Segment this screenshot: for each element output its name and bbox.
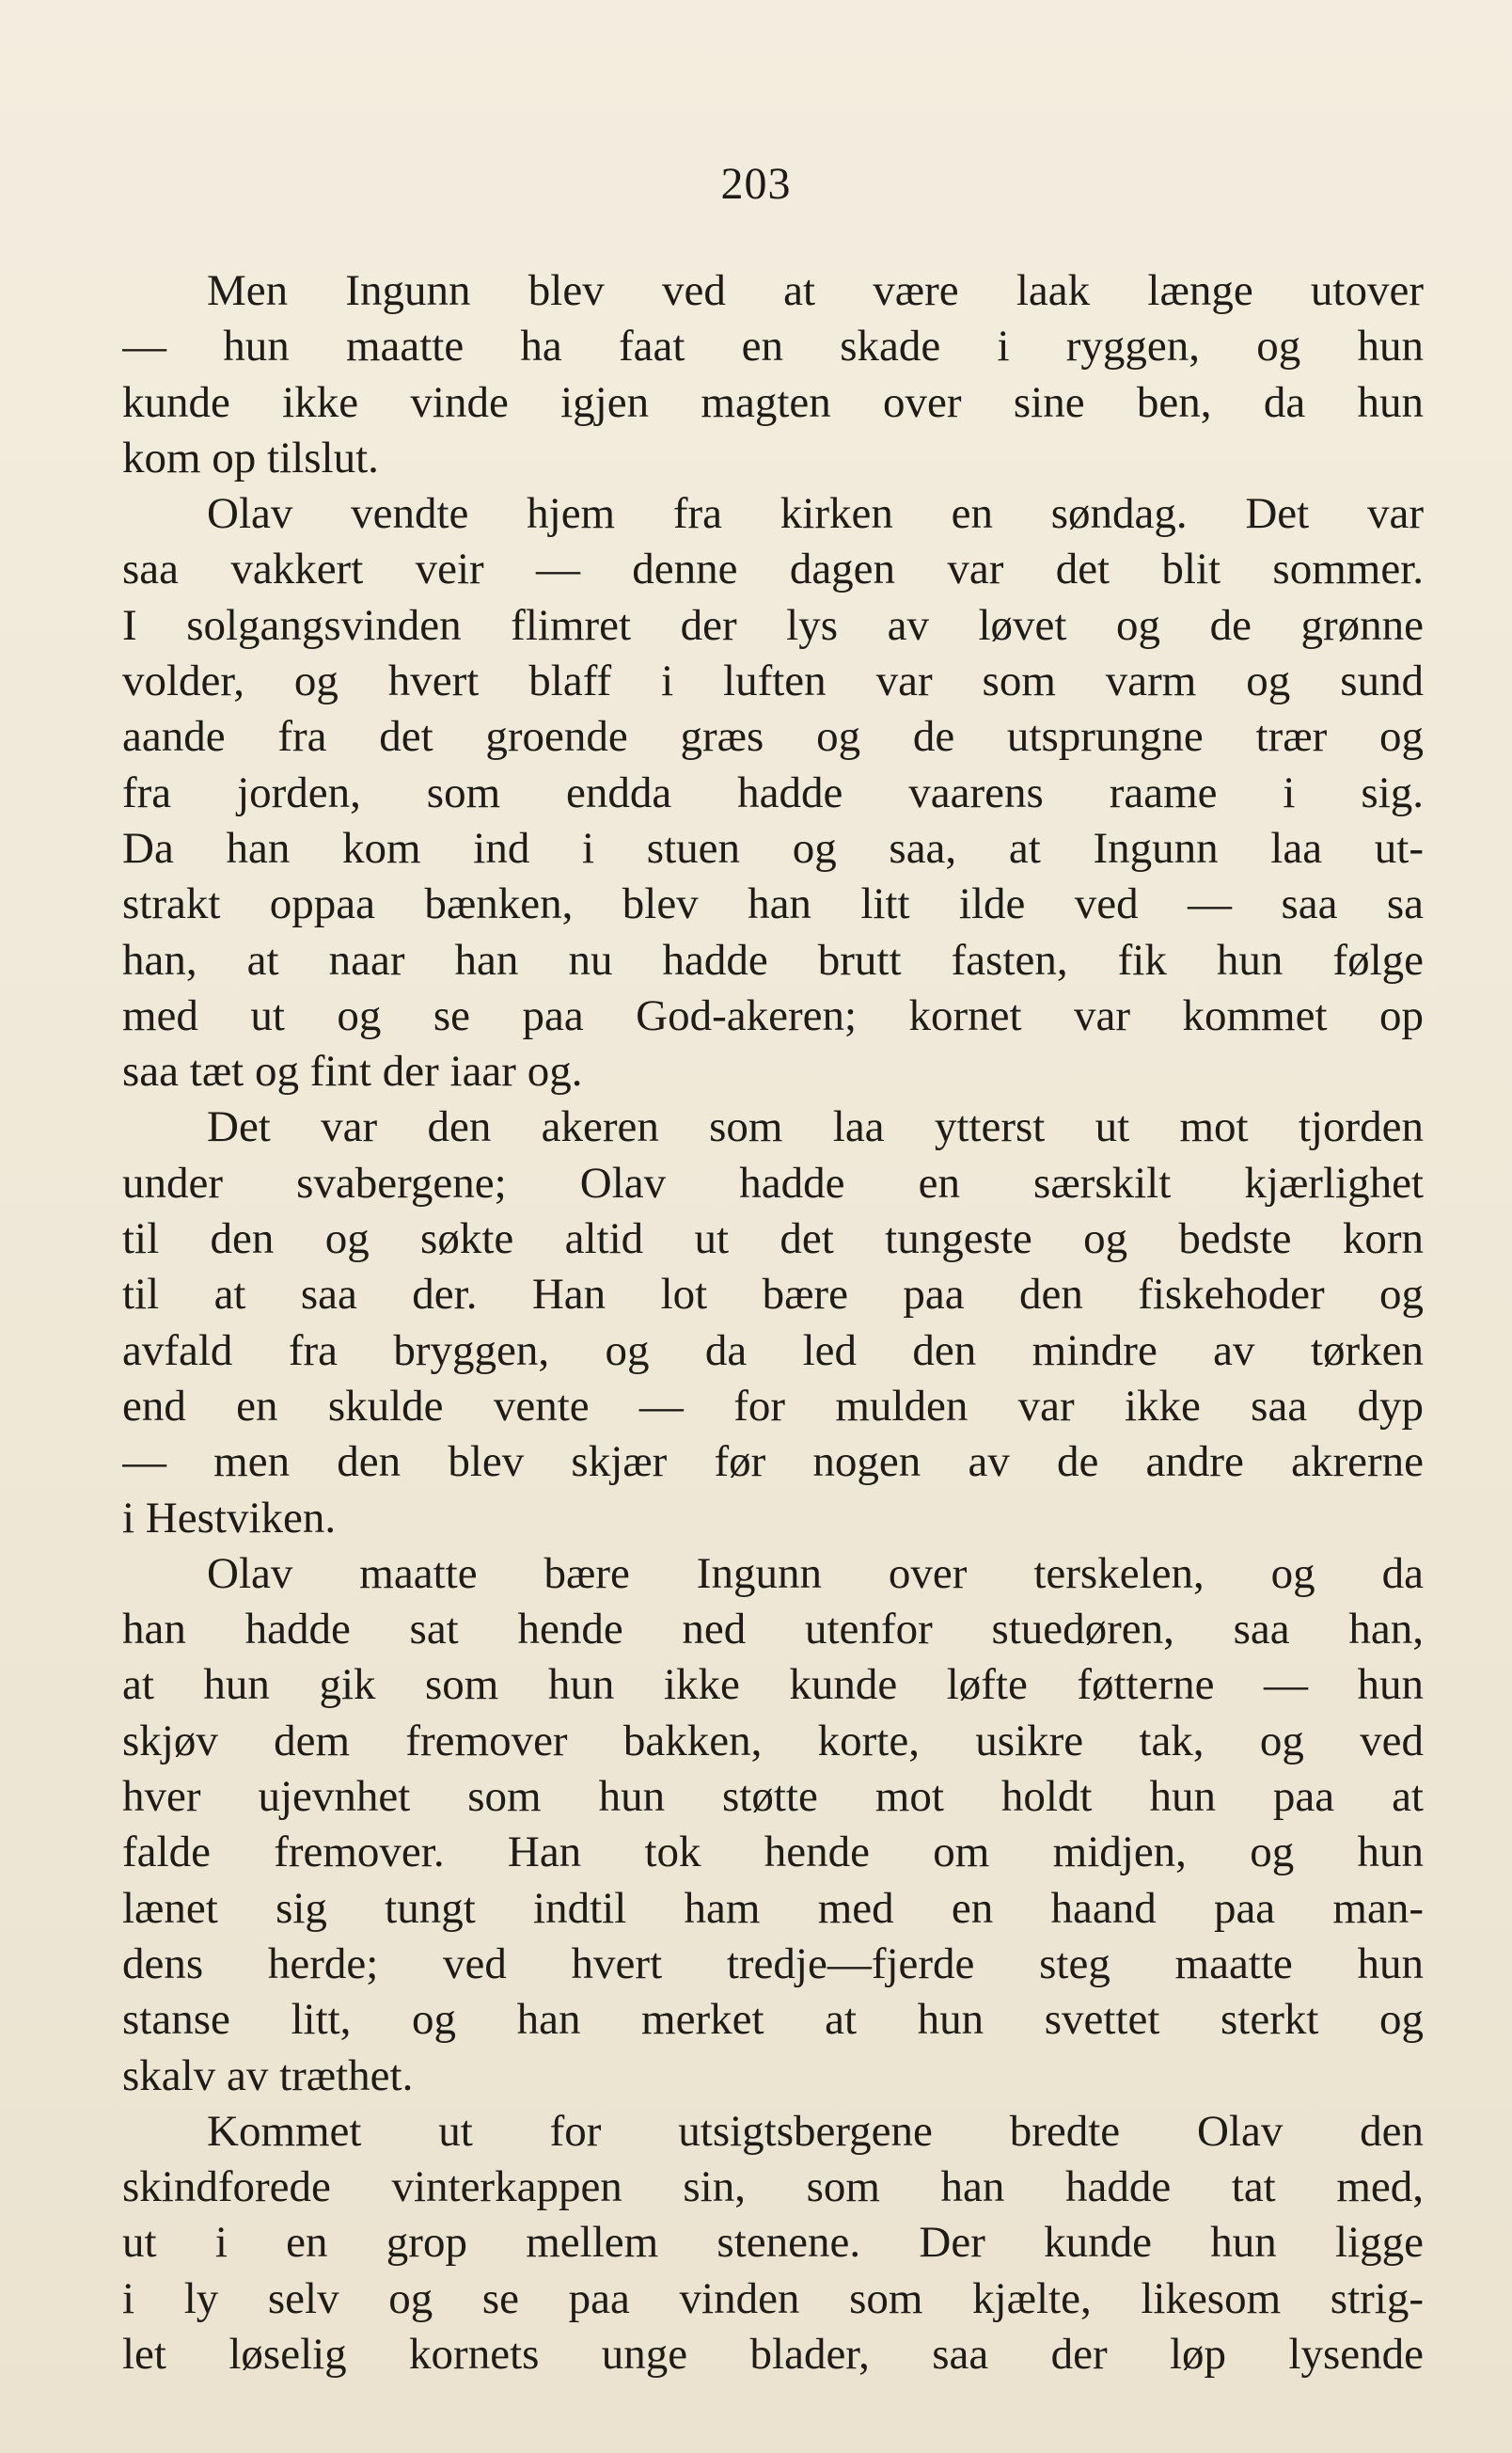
text-line: Kommet ut for utsigtsbergene bredte Olav den [207, 2106, 1424, 2156]
text-line: I solgangsvinden flimret der lys av løvet og de grønne [122, 600, 1424, 650]
text-line: skindforede vinterkappen sin, som han hadde tat med, [122, 2162, 1424, 2212]
text-line: — hun maatte ha faat en skade i ryggen, og hun [122, 322, 1424, 372]
text-line: saa vakkert veir — denne dagen var det blit sommer. [122, 545, 1424, 594]
text-line: til den og søkte altid ut det tungeste og bedste korn [122, 1214, 1424, 1264]
text-line: skalv av træthet. [122, 2050, 414, 2100]
text-line: i Hestviken. [122, 1493, 337, 1543]
text-line: volder, og hvert blaff i luften var som varm og sund [122, 657, 1424, 706]
text-line: lænet sig tungt indtil ham med en haand paa man- [122, 1883, 1424, 1933]
text-line: han hadde sat hende ned utenfor stuedøren, saa han, [122, 1605, 1424, 1654]
text-line: i ly selv og se paa vinden som kjælte, likesom strig- [122, 2273, 1424, 2323]
text-line: kom op tilslut. [122, 433, 379, 483]
text-line: at hun gik som hun ikke kunde løfte føtterne — hun [122, 1660, 1424, 1710]
text-line: Det var den akeren som laa ytterst ut mot tjorden [207, 1102, 1424, 1152]
text-line: avfald fra bryggen, og da led den mindre av tørken [122, 1325, 1424, 1375]
text-line: han, at naar han nu hadde brutt fasten, fik hun følge [122, 935, 1424, 985]
text-line: Olav maatte bære Ingunn over terskelen, og da [207, 1548, 1424, 1598]
text-line: strakt oppaa bænken, blev han litt ilde ved — saa sa [122, 879, 1424, 929]
text-line: — men den blev skjær før nogen av de andre akrerne [122, 1437, 1424, 1487]
page-number: 203 [720, 159, 792, 209]
text-line: Men Ingunn blev ved at være laak længe utover [207, 266, 1424, 315]
text-line: Da han kom ind i stuen og saa, at Ingunn laa ut- [122, 823, 1424, 873]
text-line: let løselig kornets unge blader, saa der løp lysende [122, 2329, 1424, 2379]
text-line: aande fra det groende græs og de utsprungne trær og [122, 712, 1424, 762]
text-line: saa tæt og fint der iaar og. [122, 1047, 583, 1097]
text-line: til at saa der. Han lot bære paa den fiskehoder og [122, 1270, 1424, 1320]
text-line: skjøv dem fremover bakken, korte, usikre tak, og ved [122, 1716, 1424, 1765]
text-line: fra jorden, som endda hadde vaarens raame i sig. [122, 768, 1424, 817]
body-text [122, 263, 1424, 2382]
text-line: med ut og se paa God-akeren; kornet var kommet op [122, 990, 1424, 1040]
text-line: kunde ikke vinde igjen magten over sine ben, da hun [122, 377, 1424, 427]
text-line: under svabergene; Olav hadde en særskilt kjærlighet [122, 1158, 1424, 1208]
text-line: falde fremover. Han tok hende om midjen, og hun [122, 1828, 1424, 1877]
text-line: Olav vendte hjem fra kirken en søndag. Det var [207, 489, 1424, 539]
text-line: hver ujevnhet som hun støtte mot holdt hun paa at [122, 1772, 1424, 1822]
text-line: dens herde; ved hvert tredje—fjerde steg maatte hun [122, 1939, 1424, 1988]
text-line: end en skulde vente — for mulden var ikke saa dyp [122, 1381, 1424, 1431]
text-line: stanse litt, og han merket at hun svettet sterkt og [122, 1995, 1424, 2045]
text-line: ut i en grop mellem stenene. Der kunde hun ligge [122, 2218, 1424, 2268]
